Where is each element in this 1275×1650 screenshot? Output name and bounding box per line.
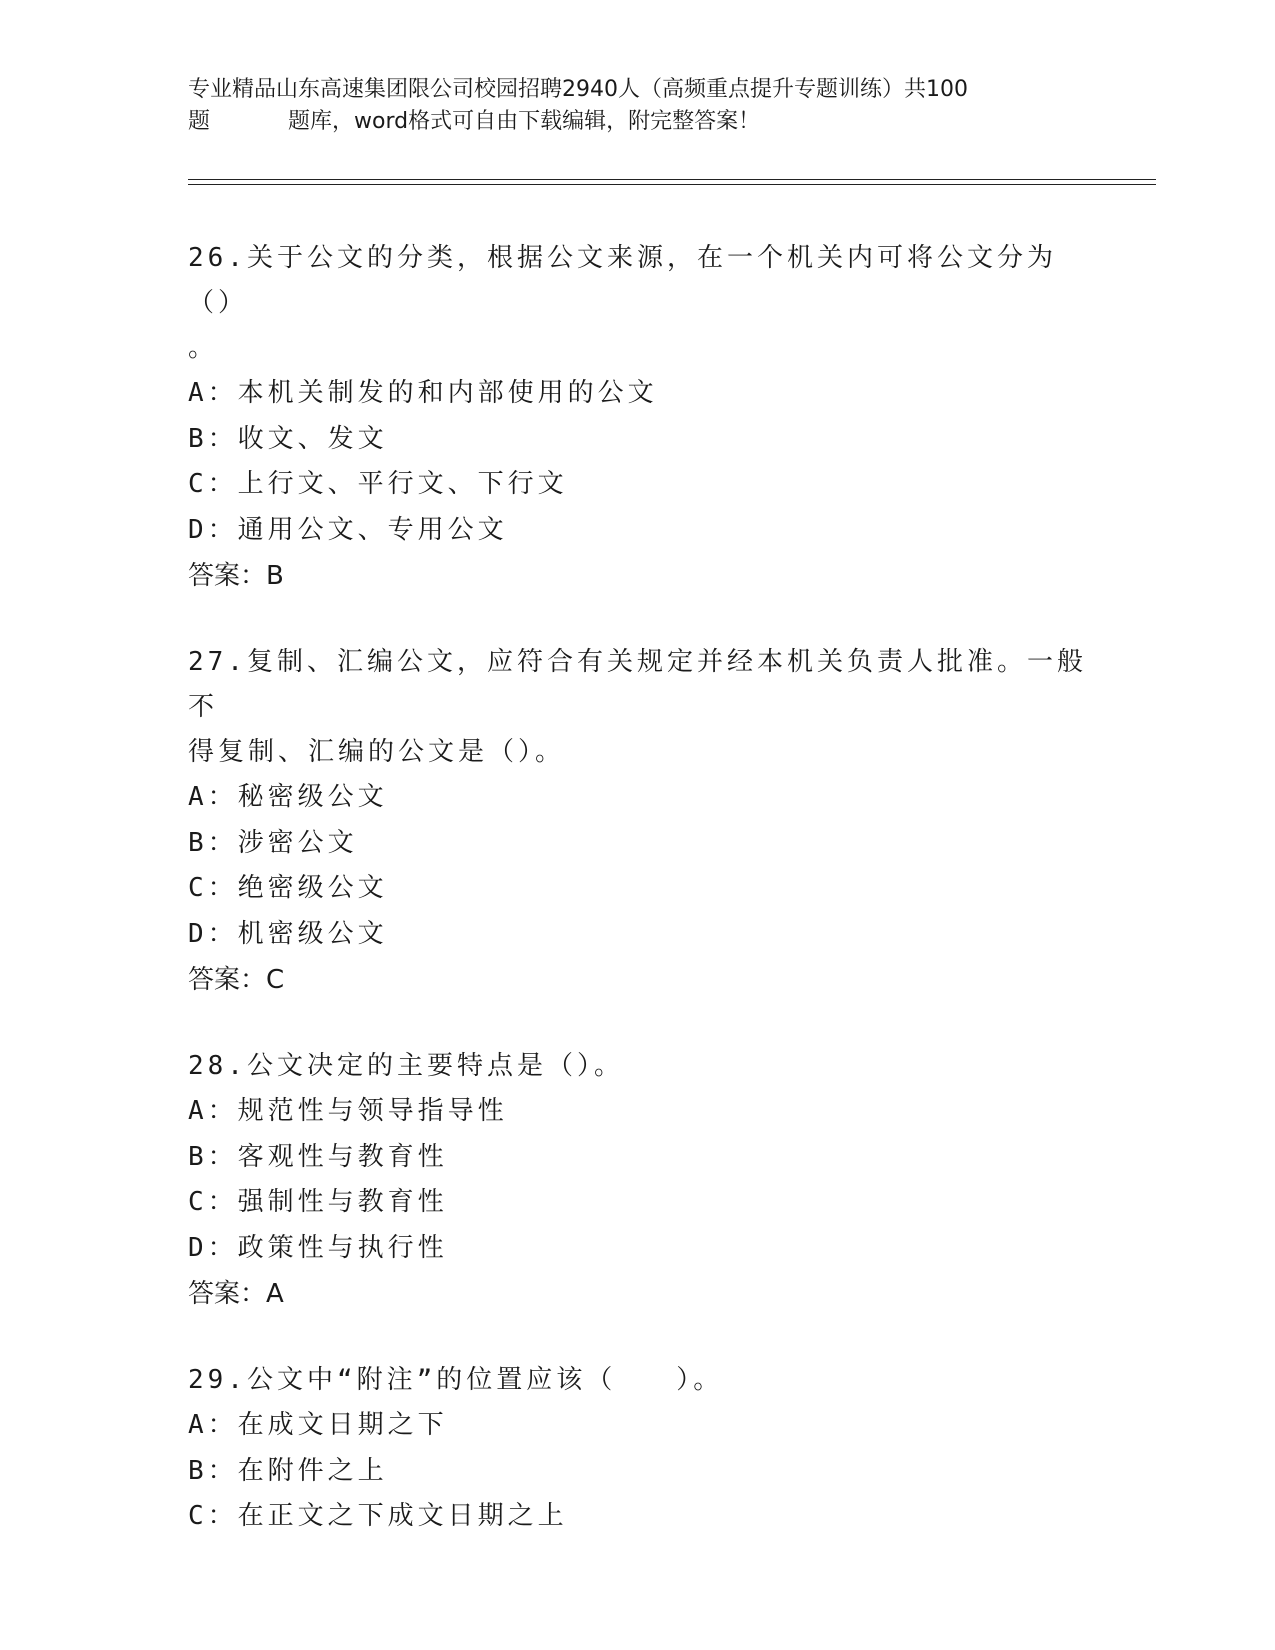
option-b: B：客观性与教育性 (188, 1141, 448, 1172)
question-list (188, 236, 1088, 1581)
option-d: D：通用公文、专用公文 (188, 514, 508, 545)
question-stem-continued: 得复制、汇编的公文是（）。 (188, 737, 566, 767)
answer: 答案：A (188, 1279, 284, 1309)
header-divider-bottom (188, 184, 1156, 185)
option-d: D：政策性与执行性 (188, 1232, 448, 1263)
question-stem: 27.复制、汇编公文，应符合有关规定并经本机关负责人批准。一般不 (188, 647, 1087, 722)
header-title-line2 (188, 106, 1068, 138)
question-28 (188, 1044, 1088, 1317)
header-divider-top (188, 179, 1156, 180)
option-c: C：在正文之下成文日期之上 (188, 1501, 568, 1531)
question-29 (188, 1358, 1088, 1540)
option-a: A：秘密级公文 (188, 782, 388, 812)
option-c: C：绝密级公文 (188, 873, 388, 903)
question-27 (188, 640, 1088, 1003)
option-c: C：上行文、平行文、下行文 (188, 469, 568, 499)
header-title-line2-right: 题库，word格式可自由下载编辑，附完整答案！ (288, 109, 761, 134)
document-header (188, 74, 1068, 138)
question-26 (188, 236, 1088, 599)
option-b: B：涉密公文 (188, 827, 358, 858)
question-stem: 26.关于公文的分类，根据公文来源，在一个机关内可将公文分为（） (188, 243, 1057, 318)
option-a: A：在成文日期之下 (188, 1410, 448, 1440)
option-c: C：强制性与教育性 (188, 1187, 448, 1217)
answer: 答案：C (188, 965, 285, 995)
option-b: B：收文、发文 (188, 423, 388, 454)
question-stem: 28.公文决定的主要特点是（）。 (188, 1051, 624, 1081)
option-a: A：本机关制发的和内部使用的公文 (188, 378, 658, 408)
option-a: A：规范性与领导指导性 (188, 1096, 508, 1126)
question-stem: 29.公文中“附注”的位置应该（ ）。 (188, 1365, 724, 1395)
option-d: D：机密级公文 (188, 918, 388, 949)
header-title-line1: 专业精品山东高速集团限公司校园招聘2940人（高频重点提升专题训练）共100 (188, 77, 968, 102)
answer: 答案：B (188, 561, 284, 591)
question-stem-continued: 。 (188, 333, 219, 363)
header-title-line2-left: 题 (188, 109, 211, 134)
option-b: B：在附件之上 (188, 1455, 388, 1486)
